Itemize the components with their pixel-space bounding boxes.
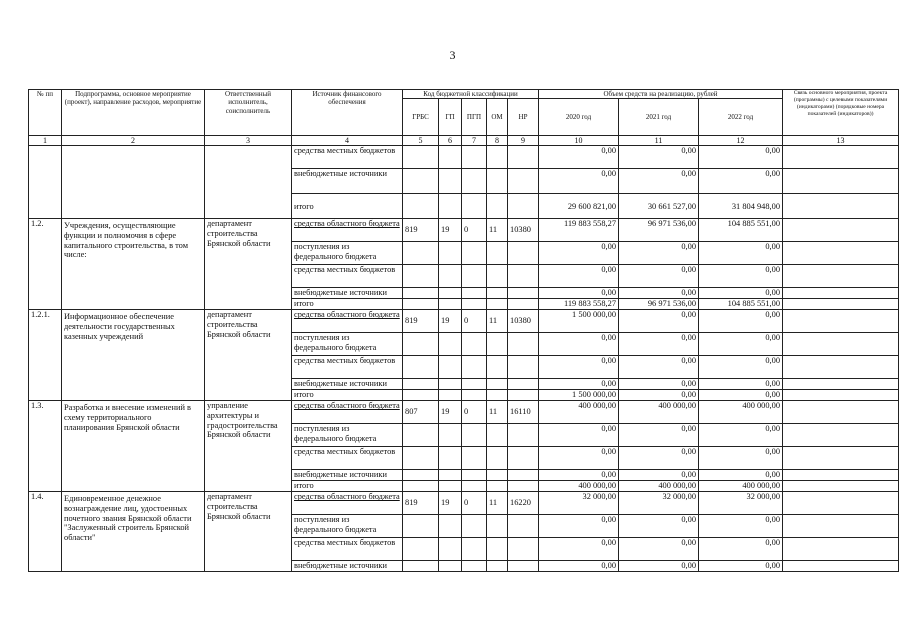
amount-y2021: 0,00 <box>619 265 699 288</box>
code-cell <box>508 561 539 572</box>
code-cell <box>403 242 439 265</box>
row-name: Единовременное денежное вознаграждение лиц, удостоенных почетного звания Брянской области "Заслуженный строитель Брянской области" <box>62 492 205 572</box>
amount-y2021: 400 000,00 <box>619 481 699 492</box>
link-cell <box>783 146 899 169</box>
code-cell <box>403 470 439 481</box>
code-cell <box>508 333 539 356</box>
page-number: 3 <box>449 48 456 62</box>
code-np: 10380 <box>508 310 539 333</box>
column-number: 5 <box>403 136 439 146</box>
amount-y2021: 0,00 <box>619 356 699 379</box>
amount-y2022: 0,00 <box>699 515 783 538</box>
header-source: Источник финансового обеспечения <box>292 90 403 136</box>
amount-y2020: 32 000,00 <box>539 492 619 515</box>
amount-y2020: 400 000,00 <box>539 481 619 492</box>
code-cell <box>403 424 439 447</box>
link-cell <box>783 379 899 390</box>
row-number: 1.4. <box>29 492 62 572</box>
code-cell <box>487 146 508 169</box>
amount-y2021: 0,00 <box>619 561 699 572</box>
source-cell: средства областного бюджета <box>292 219 403 242</box>
code-cell <box>403 447 439 470</box>
code-cell <box>403 288 439 299</box>
header-om: ОМ <box>487 99 508 136</box>
code-gp: 19 <box>439 310 462 333</box>
row-executor: управление архитектуры и градостроительства Брянской области <box>205 401 292 492</box>
amount-y2020: 119 883 558,27 <box>539 219 619 242</box>
amount-y2021: 0,00 <box>619 379 699 390</box>
amount-y2020: 0,00 <box>539 379 619 390</box>
amount-y2020: 0,00 <box>539 538 619 561</box>
code-cell <box>508 356 539 379</box>
code-cell <box>487 356 508 379</box>
header-gp: ГП <box>439 99 462 136</box>
code-cell <box>462 561 487 572</box>
amount-y2020: 1 500 000,00 <box>539 310 619 333</box>
header-executor: Ответственный исполнитель, соисполнитель <box>205 90 292 136</box>
code-cell <box>462 299 487 310</box>
code-cell <box>487 169 508 194</box>
code-cell <box>487 242 508 265</box>
code-cell <box>462 288 487 299</box>
amount-y2020: 0,00 <box>539 288 619 299</box>
code-cell <box>462 470 487 481</box>
amount-y2020: 0,00 <box>539 169 619 194</box>
code-cell <box>508 169 539 194</box>
code-cell <box>403 379 439 390</box>
code-cell <box>439 169 462 194</box>
code-grbs: 819 <box>403 219 439 242</box>
code-cell <box>403 538 439 561</box>
row-name <box>62 146 205 219</box>
header-year-2020: 2020 год <box>539 99 619 136</box>
code-cell <box>439 299 462 310</box>
amount-y2021: 0,00 <box>619 390 699 401</box>
amount-y2022: 0,00 <box>699 242 783 265</box>
source-cell: средства местных бюджетов <box>292 447 403 470</box>
code-cell <box>403 265 439 288</box>
column-number: 12 <box>699 136 783 146</box>
code-cell <box>487 515 508 538</box>
link-cell <box>783 470 899 481</box>
amount-y2021: 96 971 536,00 <box>619 219 699 242</box>
amount-y2020: 1 500 000,00 <box>539 390 619 401</box>
amount-y2020: 119 883 558,27 <box>539 299 619 310</box>
amount-y2022: 0,00 <box>699 470 783 481</box>
link-cell <box>783 390 899 401</box>
source-cell: итого <box>292 299 403 310</box>
code-np: 10380 <box>508 219 539 242</box>
code-grbs: 819 <box>403 492 439 515</box>
amount-y2020: 0,00 <box>539 242 619 265</box>
amount-y2021: 0,00 <box>619 333 699 356</box>
code-cell <box>487 561 508 572</box>
code-cell <box>439 515 462 538</box>
code-cell <box>439 538 462 561</box>
amount-y2021: 400 000,00 <box>619 401 699 424</box>
code-cell <box>439 390 462 401</box>
link-cell <box>783 356 899 379</box>
header-year-2021: 2021 год <box>619 99 699 136</box>
source-cell: средства местных бюджетов <box>292 356 403 379</box>
amount-y2022: 0,00 <box>699 447 783 470</box>
code-cell <box>462 194 487 219</box>
amount-y2022: 0,00 <box>699 561 783 572</box>
code-cell <box>439 561 462 572</box>
code-cell <box>439 481 462 492</box>
column-number: 11 <box>619 136 699 146</box>
row-number: 1.2.1. <box>29 310 62 401</box>
amount-y2021: 0,00 <box>619 242 699 265</box>
code-cell <box>487 288 508 299</box>
source-cell: поступления из федерального бюджета <box>292 333 403 356</box>
code-cell <box>439 265 462 288</box>
source-cell: внебюджетные источники <box>292 470 403 481</box>
amount-y2020: 0,00 <box>539 470 619 481</box>
link-cell <box>783 561 899 572</box>
code-cell <box>403 481 439 492</box>
code-cell <box>403 561 439 572</box>
code-cell <box>462 356 487 379</box>
code-cell <box>462 333 487 356</box>
code-om: 11 <box>487 492 508 515</box>
code-pgp: 0 <box>462 492 487 515</box>
header-year-2022: 2022 год <box>699 99 783 136</box>
code-cell <box>403 515 439 538</box>
code-cell <box>508 424 539 447</box>
amount-y2022: 0,00 <box>699 288 783 299</box>
source-cell: поступления из федерального бюджета <box>292 424 403 447</box>
amount-y2022: 0,00 <box>699 310 783 333</box>
code-cell <box>508 299 539 310</box>
code-cell <box>508 146 539 169</box>
code-cell <box>487 299 508 310</box>
code-cell <box>508 194 539 219</box>
link-cell <box>783 424 899 447</box>
amount-y2022: 0,00 <box>699 538 783 561</box>
code-cell <box>439 288 462 299</box>
code-pgp: 0 <box>462 310 487 333</box>
source-cell: внебюджетные источники <box>292 561 403 572</box>
code-cell <box>439 424 462 447</box>
header-num: № пп <box>29 90 62 136</box>
header-name: Подпрограмма, основное мероприятие (проект), направление расходов, мероприятие <box>62 90 205 136</box>
code-pgp: 0 <box>462 401 487 424</box>
source-cell: средства местных бюджетов <box>292 265 403 288</box>
source-cell: средства местных бюджетов <box>292 146 403 169</box>
link-cell <box>783 538 899 561</box>
amount-y2022: 31 804 948,00 <box>699 194 783 219</box>
row-executor <box>205 146 292 219</box>
amount-y2022: 400 000,00 <box>699 401 783 424</box>
amount-y2021: 0,00 <box>619 515 699 538</box>
code-np: 16220 <box>508 492 539 515</box>
source-cell: средства областного бюджета <box>292 492 403 515</box>
header-pgp: ПГП <box>462 99 487 136</box>
code-cell <box>462 379 487 390</box>
row-number <box>29 146 62 219</box>
code-cell <box>487 379 508 390</box>
column-number: 7 <box>462 136 487 146</box>
source-cell: поступления из федерального бюджета <box>292 242 403 265</box>
table-row <box>29 219 899 242</box>
code-cell <box>462 424 487 447</box>
table-row <box>29 146 899 169</box>
code-grbs: 807 <box>403 401 439 424</box>
column-number: 6 <box>439 136 462 146</box>
table-body <box>29 90 899 572</box>
header-code-group: Код бюджетной классификации <box>403 90 539 99</box>
code-cell <box>508 288 539 299</box>
column-number: 3 <box>205 136 292 146</box>
code-cell <box>462 538 487 561</box>
code-cell <box>462 481 487 492</box>
amount-y2020: 0,00 <box>539 356 619 379</box>
source-cell: итого <box>292 481 403 492</box>
link-cell <box>783 194 899 219</box>
code-pgp: 0 <box>462 219 487 242</box>
header-link: Связь основного мероприятия, проекта (программы) с целевыми показателями (индикаторами) (порядковые номера показателей (индикаторов)) <box>783 90 899 136</box>
amount-y2022: 0,00 <box>699 424 783 447</box>
code-grbs: 819 <box>403 310 439 333</box>
link-cell <box>783 219 899 242</box>
amount-y2021: 96 971 536,00 <box>619 299 699 310</box>
row-number: 1.2. <box>29 219 62 310</box>
amount-y2022: 0,00 <box>699 146 783 169</box>
code-cell <box>462 265 487 288</box>
code-cell <box>462 390 487 401</box>
code-cell <box>403 299 439 310</box>
amount-y2020: 0,00 <box>539 424 619 447</box>
code-cell <box>403 194 439 219</box>
row-executor: департамент строительства Брянской области <box>205 492 292 572</box>
source-cell: поступления из федерального бюджета <box>292 515 403 538</box>
row-executor: департамент строительства Брянской области <box>205 219 292 310</box>
code-cell <box>439 447 462 470</box>
column-number: 10 <box>539 136 619 146</box>
code-cell <box>439 379 462 390</box>
amount-y2021: 0,00 <box>619 288 699 299</box>
source-cell: средства местных бюджетов <box>292 538 403 561</box>
source-cell: внебюджетные источники <box>292 288 403 299</box>
link-cell <box>783 401 899 424</box>
column-number: 4 <box>292 136 403 146</box>
row-name: Учреждения, осуществляющие функции и полномочия в сфере капитального строительства, в том числе: <box>62 219 205 310</box>
code-cell <box>462 242 487 265</box>
amount-y2022: 32 000,00 <box>699 492 783 515</box>
code-cell <box>439 194 462 219</box>
code-cell <box>487 194 508 219</box>
table-row <box>29 401 899 424</box>
header-volume-group: Объем средств на реализацию, рублей <box>539 90 783 99</box>
amount-y2020: 29 600 821,00 <box>539 194 619 219</box>
amount-y2020: 0,00 <box>539 447 619 470</box>
code-gp: 19 <box>439 401 462 424</box>
amount-y2022: 0,00 <box>699 169 783 194</box>
amount-y2020: 0,00 <box>539 515 619 538</box>
code-om: 11 <box>487 401 508 424</box>
table-row <box>29 492 899 515</box>
header-row-1 <box>29 90 899 99</box>
amount-y2020: 0,00 <box>539 561 619 572</box>
budget-table <box>28 89 899 572</box>
code-cell <box>462 169 487 194</box>
header-np: НР <box>508 99 539 136</box>
amount-y2021: 0,00 <box>619 470 699 481</box>
code-om: 11 <box>487 219 508 242</box>
code-cell <box>487 424 508 447</box>
column-numbers-row <box>29 136 899 146</box>
amount-y2020: 400 000,00 <box>539 401 619 424</box>
link-cell <box>783 169 899 194</box>
amount-y2022: 0,00 <box>699 390 783 401</box>
link-cell <box>783 265 899 288</box>
source-cell: итого <box>292 390 403 401</box>
amount-y2020: 0,00 <box>539 146 619 169</box>
amount-y2020: 0,00 <box>539 265 619 288</box>
code-cell <box>439 356 462 379</box>
amount-y2022: 104 885 551,00 <box>699 219 783 242</box>
code-cell <box>403 356 439 379</box>
code-cell <box>508 470 539 481</box>
row-executor: департамент строительства Брянской области <box>205 310 292 401</box>
code-cell <box>403 146 439 169</box>
amount-y2022: 0,00 <box>699 356 783 379</box>
link-cell <box>783 481 899 492</box>
code-cell <box>508 242 539 265</box>
link-cell <box>783 333 899 356</box>
link-cell <box>783 515 899 538</box>
code-cell <box>508 447 539 470</box>
code-gp: 19 <box>439 492 462 515</box>
code-cell <box>487 265 508 288</box>
code-cell <box>403 390 439 401</box>
code-cell <box>508 538 539 561</box>
source-cell: средства областного бюджета <box>292 310 403 333</box>
code-cell <box>487 538 508 561</box>
column-number: 2 <box>62 136 205 146</box>
code-cell <box>508 481 539 492</box>
code-cell <box>508 515 539 538</box>
code-om: 11 <box>487 310 508 333</box>
source-cell: средства областного бюджета <box>292 401 403 424</box>
code-cell <box>439 242 462 265</box>
amount-y2021: 0,00 <box>619 447 699 470</box>
code-cell <box>487 447 508 470</box>
code-cell <box>508 379 539 390</box>
amount-y2021: 0,00 <box>619 146 699 169</box>
amount-y2021: 32 000,00 <box>619 492 699 515</box>
column-number: 13 <box>783 136 899 146</box>
code-cell <box>439 146 462 169</box>
link-cell <box>783 299 899 310</box>
amount-y2022: 0,00 <box>699 379 783 390</box>
row-name: Разработка и внесение изменений в схему территориального планирования Брянской области <box>62 401 205 492</box>
code-cell <box>439 333 462 356</box>
link-cell <box>783 242 899 265</box>
row-name: Информационное обеспечение деятельности государственных казенных учреждений <box>62 310 205 401</box>
code-np: 16110 <box>508 401 539 424</box>
row-number: 1.3. <box>29 401 62 492</box>
link-cell <box>783 492 899 515</box>
code-cell <box>462 146 487 169</box>
amount-y2021: 0,00 <box>619 169 699 194</box>
code-cell <box>487 481 508 492</box>
source-cell: итого <box>292 194 403 219</box>
header-grbs: ГРБС <box>403 99 439 136</box>
code-cell <box>508 390 539 401</box>
column-number: 8 <box>487 136 508 146</box>
code-cell <box>487 333 508 356</box>
code-cell <box>462 447 487 470</box>
code-cell <box>487 390 508 401</box>
link-cell <box>783 447 899 470</box>
amount-y2022: 400 000,00 <box>699 481 783 492</box>
amount-y2021: 0,00 <box>619 424 699 447</box>
source-cell: внебюджетные источники <box>292 379 403 390</box>
code-cell <box>487 470 508 481</box>
column-number: 9 <box>508 136 539 146</box>
table-row <box>29 310 899 333</box>
code-cell <box>462 515 487 538</box>
column-number: 1 <box>29 136 62 146</box>
link-cell <box>783 288 899 299</box>
code-gp: 19 <box>439 219 462 242</box>
amount-y2022: 104 885 551,00 <box>699 299 783 310</box>
source-cell: внебюджетные источники <box>292 169 403 194</box>
code-cell <box>508 265 539 288</box>
amount-y2022: 0,00 <box>699 265 783 288</box>
amount-y2021: 0,00 <box>619 538 699 561</box>
code-cell <box>439 470 462 481</box>
amount-y2021: 0,00 <box>619 310 699 333</box>
link-cell <box>783 310 899 333</box>
code-cell <box>403 333 439 356</box>
amount-y2020: 0,00 <box>539 333 619 356</box>
amount-y2022: 0,00 <box>699 333 783 356</box>
code-cell <box>403 169 439 194</box>
amount-y2021: 30 661 527,00 <box>619 194 699 219</box>
